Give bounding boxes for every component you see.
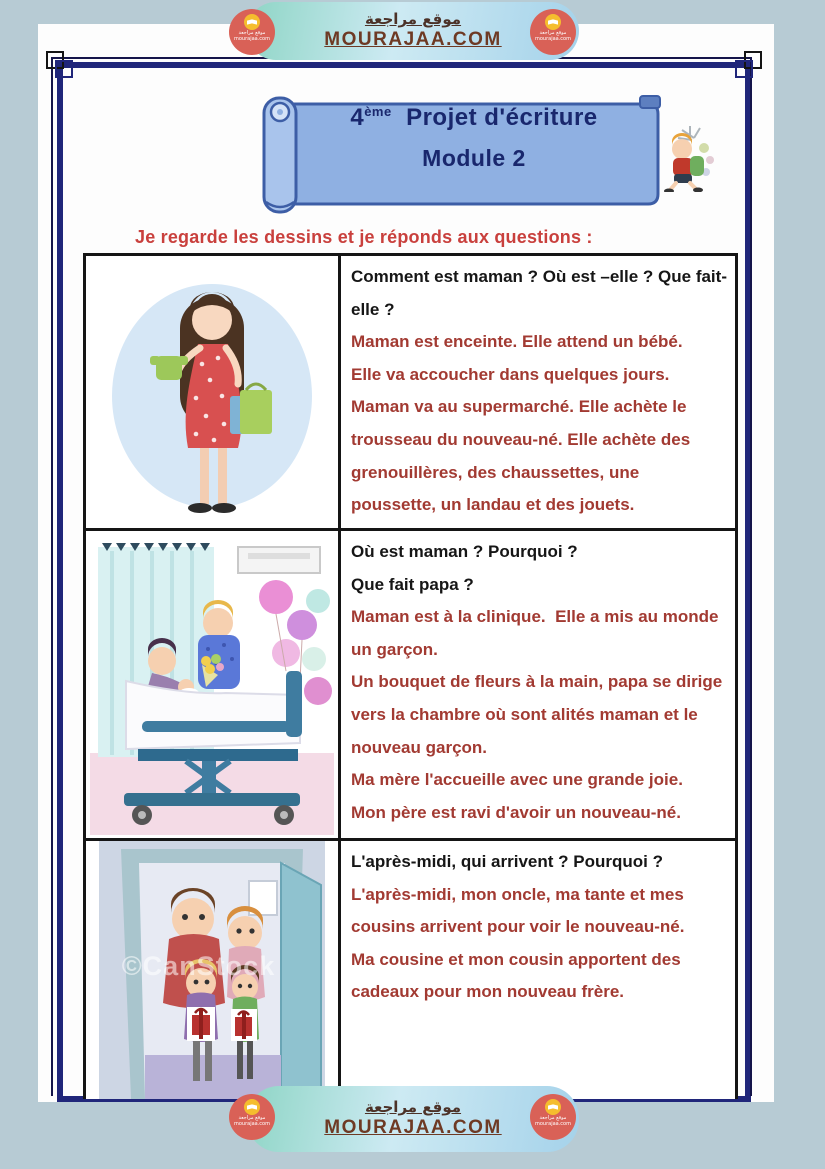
badge-url-label: mourajaa.com	[534, 36, 571, 42]
answer-text: Ma mère l'accueille avec une grande joie.	[351, 770, 683, 790]
frame-corner-ornament	[55, 60, 73, 78]
book-icon	[545, 1099, 561, 1115]
badge-arabic-label: موقع مراجعة	[539, 1115, 567, 1121]
badge-arabic-label: موقع مراجعة	[238, 30, 266, 36]
running-schoolboy-illustration	[660, 122, 718, 192]
answer-text: Maman est enceinte. Elle attend un bébé.	[351, 332, 683, 352]
table-row	[86, 531, 735, 841]
grade-number: 4	[350, 104, 365, 131]
gift-box-icon	[187, 1007, 215, 1041]
frame-corner-ornament	[735, 60, 753, 78]
answer-text: Maman va au supermarché. Elle achète le trousseau du nouveau-né. Elle achète des grenouillères, des chaussettes, une poussette, un landau et des jouets.	[351, 397, 695, 515]
row2-image-cell	[86, 531, 341, 838]
table-row	[86, 256, 735, 531]
question-text: Que fait papa ?	[351, 574, 474, 594]
site-logo-badge	[530, 1094, 576, 1140]
subtitle-line: Module 2	[422, 145, 526, 171]
site-logo-badge	[229, 9, 275, 55]
row3-image-cell	[86, 841, 341, 1099]
pregnant-mother-shopping-illustration	[94, 256, 330, 524]
site-name-latin: MOURAJAA.COM	[324, 1117, 502, 1138]
title-text: Projet d'écriture	[406, 104, 598, 131]
grade-suffix: ème	[364, 104, 392, 119]
answer-text: Elle va accoucher dans quelques jours.	[351, 364, 670, 384]
book-icon	[244, 1099, 260, 1115]
instruction-text: Je regarde les dessins et je réponds aux questions :	[135, 227, 593, 247]
stock-watermark: ©CanStock	[121, 951, 276, 981]
question-text: Où est maman ? Pourquoi ?	[351, 542, 578, 561]
site-logo-badge	[530, 9, 576, 55]
question-table	[83, 253, 738, 1099]
site-name-arabic: موقع مراجعة	[364, 1098, 462, 1116]
row2-text-cell	[341, 531, 735, 838]
answer-text: L'après-midi, mon oncle, ma tante et mes cousins arrivent pour voir le nouveau-né.	[351, 884, 689, 937]
site-logo-badge	[229, 1094, 275, 1140]
title-line	[296, 104, 652, 132]
question-text: Comment est maman ? Où est –elle ? Que fait-elle ?	[351, 267, 727, 319]
badge-arabic-label: موقع مراجعة	[539, 30, 567, 36]
question-text: L'après-midi, qui arrivent ? Pourquoi ?	[351, 852, 663, 871]
badge-url-label: mourajaa.com	[233, 1121, 270, 1127]
hospital-room-new-baby-illustration	[90, 531, 334, 835]
badge-arabic-label: موقع مراجعة	[238, 1115, 266, 1121]
answer-text: Ma cousine et mon cousin apportent des cadeaux pour mon nouveau frère.	[351, 949, 686, 1002]
badge-url-label: mourajaa.com	[534, 1121, 571, 1127]
gift-box-icon	[231, 1009, 257, 1041]
site-name-arabic: موقع مراجعة	[364, 10, 462, 28]
badge-url-label: mourajaa.com	[233, 36, 270, 42]
book-icon	[545, 14, 561, 30]
answer-text: Un bouquet de fleurs à la main, papa se dirige vers la chambre où sont alités maman et le nouveau garçon.	[351, 672, 727, 757]
row1-image-cell	[86, 256, 341, 528]
answer-text: Maman est à la clinique. Elle a mis au monde un garçon.	[351, 607, 724, 659]
row3-text-cell	[341, 841, 735, 1099]
answer-text: Mon père est ravi d'avoir un nouveau-né.	[351, 802, 681, 822]
book-icon	[244, 14, 260, 30]
row1-text-cell	[341, 256, 735, 528]
table-row	[86, 841, 735, 1099]
site-name-latin: MOURAJAA.COM	[324, 29, 502, 50]
worksheet-title	[296, 104, 652, 172]
